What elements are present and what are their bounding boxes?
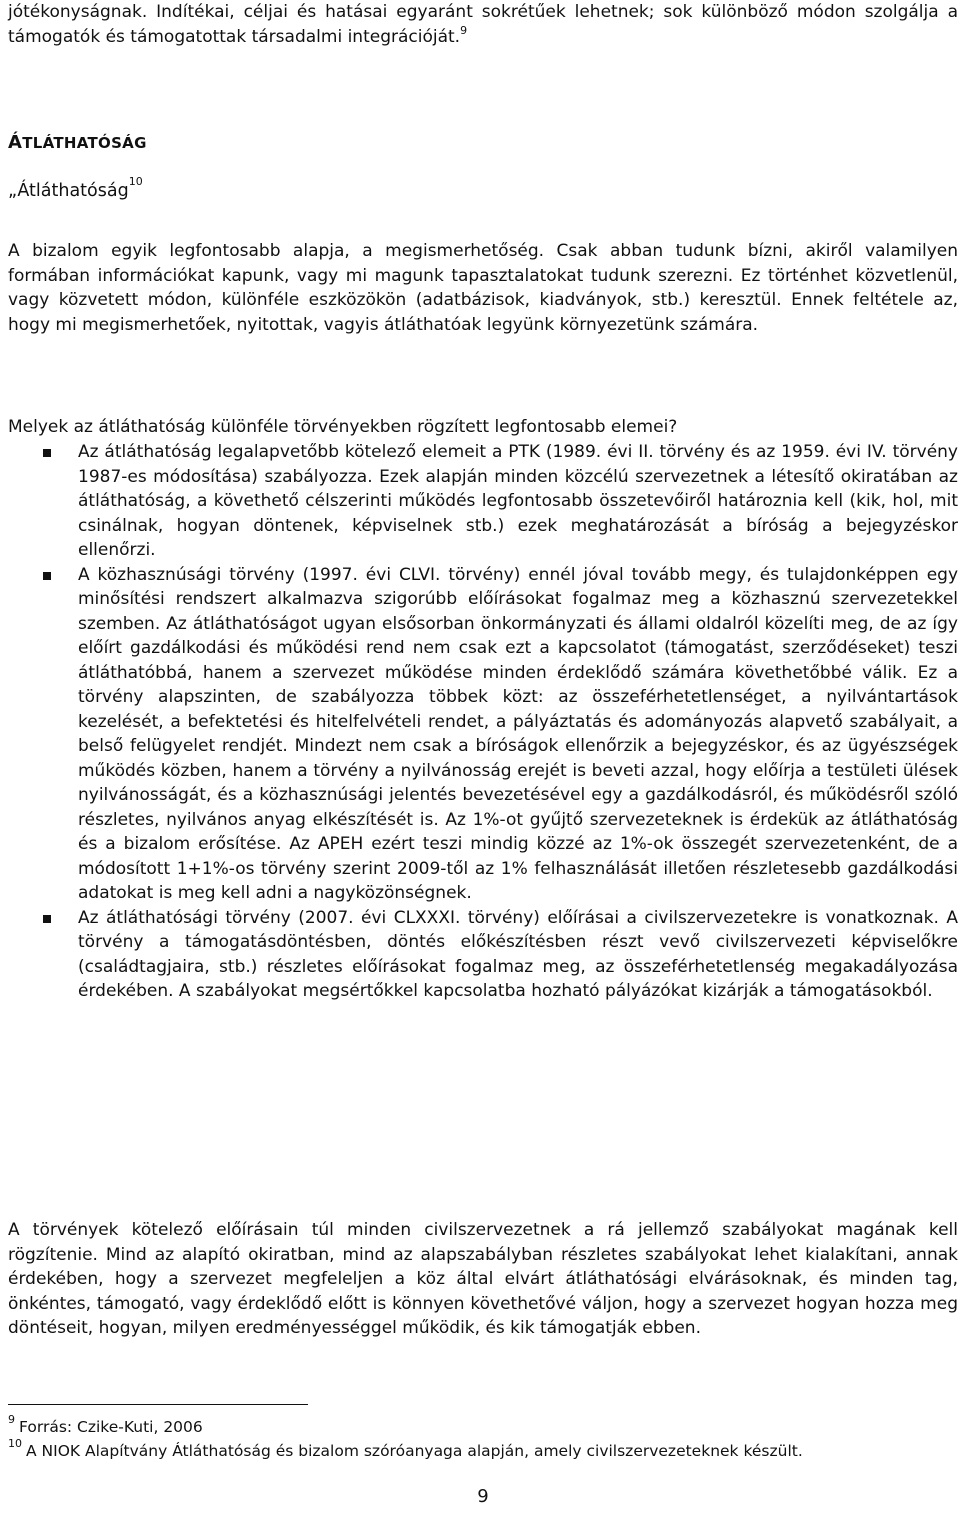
bullet-text: A közhasznúsági törvény (1997. évi CLVI. törvény) ennél jóval tovább megy, és tulajdonképpen egy minősítési rendszert alkalmazva szigorúbb előírásokat fogalmaz meg a közhasznú szervezetekkel szemben. Az átláthatóságot ugyan elsősorban önkormányzati és állami oldalról közelíti meg, de az így előírt gazdálkodási és működési rend nem csak ezt a kapcsolatot (támogatást, szerződéseket) teszi átláthatóbbá, hanem a szervezet működése minden érdeklődő számára követhetőbbé válik. Ez a törvény alapszinten, de szabályozza többek közt: az összeférhetetlenséget, a nyilvántartások kezelését, a befektetési és hitelfelvételi rendet, a pályáztatás és adományozás alapvető szabályait, a belső felügyelet rendjét. Mindezt nem csak a bíróságok ellenőrzik a bejegyzéskor, és az ügyészségek működés közben, hanem a törvény a nyilvánosság erejét is beveti azzal, hogy előírja a testületi ülések nyilvánosságát, és a közhasznúsági jelentés bevezetésével egy a gazdálkodásról, és működésről szóló részletes, nyilvános anyag elkészítését is. Az 1%-ot gyűjtő szervezeteknek is érdekük az átláthatóság és a bizalom erősítése. Az APEH ezért teszi mindig közzé az 1%-ok összegét szervezetenként, de a módosított 1+1%-os törvény szerint 2009-től az 1% felhasználását illetően részletesebb gazdálkodási adatokat is meg kell adni a nagyközönségnek. [78,564,958,903]
heading-rest: TLÁTHATÓSÁG [22,134,147,152]
footnote-ref-9: 9 [460,23,468,37]
law-bullet-list [8,440,958,1004]
square-bullet-icon [43,572,51,580]
footnote-9 [8,1415,803,1439]
bullet-item-ptk [8,440,958,563]
section-heading [8,132,147,153]
footnote-divider [8,1404,308,1405]
intro-text: jótékonyságnak. Indítékai, céljai és hatásai egyaránt sokrétűek lehetnek; sok különböző módon szolgálja a támogatók és támogatottak társadalmi integrációját. [8,2,958,47]
footnote-text: A NIOK Alapítvány Átláthatóság és bizalom szóróanyaga alapján, amely civilszervezeteknek készült. [26,1442,803,1460]
footnote-ref-10: 10 [128,175,143,188]
square-bullet-icon [43,915,51,923]
bullet-text: Az átláthatóság legalapvetőbb kötelező elemeit a PTK (1989. évi II. törvény és az 1959. évi IV. törvény 1987-es módosítása) szabályozza. Ezek alapján minden közcélú szervezetnek a létesítő okiratában az átláthatóság, a követhető célszerinti működés legfontosabb összetevőiről határoznia kell (kik, hol, mit csinálnak, hogyan döntenek, képviselnek stb.) ezek meghatározását a bíróság a bejegyzéskor ellenőrzi. [78,442,958,560]
page-number: 9 [477,1486,489,1507]
footnote-number: 10 [8,1437,22,1450]
section-subheading [8,175,143,201]
bullet-item-atlathatosagi [8,906,958,1004]
subheading-text: „Átláthatóság [8,181,129,201]
paragraph-rules: A törvények kötelező előírásain túl minden civilszervezetnek a rá jellemző szabályokat magának kell rögzítenie. Mind az alapító okiratban, mind az alapszabályban részletes szabályokat lehet kialakítani, annak érdekében, hogy a szervezet megfeleljen a köz által elvárt átláthatósági elvárásoknak, és minden tag, önkéntes, támogató, vagy érdeklődő előtt is könnyen követhetővé váljon, hogy a szervezet hogyan hozza meg döntéseit, hogyan, milyen eredményességgel működik, és kik támogatják ebben. [8,1220,958,1338]
paragraph-trust: A bizalom egyik legfontosabb alapja, a megismerhetőség. Csak abban tudunk bízni, akiről valamilyen formában információkat kapunk, vagy mi magunk tapasztalatokat tudunk szerezni. Ez történhet közvetlenül, vagy közvetett módon, különféle eszközökön (adatbázisok, kiadványok, stb.) keresztül. Ennek feltétele az, hogy mi megismerhetőek, nyitottak, vagyis átláthatóak legyünk környezetünk számára. [8,241,958,335]
footnotes [8,1415,803,1463]
heading-initial: Á [8,132,23,153]
square-bullet-icon [43,449,51,457]
intro-paragraph [8,0,958,49]
footnote-10 [8,1439,803,1463]
footnote-number: 9 [8,1413,15,1426]
bullet-item-kozhasznusagi [8,563,958,906]
bullet-text: Az átláthatósági törvény (2007. évi CLXXXI. törvény) előírásai a civilszervezetekre is vonatkoznak. A törvény a támogatásdöntésben, döntés előkészítésben részt vevő civilszervezeti képviselőkre (családtagjaira, stb.) részletes előírásokat fogalmaz meg, az összeférhetetlenség megakadályozása érdekében. A szabályokat megsértőkkel kapcsolatba hozható pályázókat kizárják a támogatásokból. [78,907,958,1001]
question-line: Melyek az átláthatóság különféle törvényekben rögzített legfontosabb elemei? [8,417,678,437]
footnote-text: Forrás: Czike-Kuti, 2006 [19,1418,203,1436]
